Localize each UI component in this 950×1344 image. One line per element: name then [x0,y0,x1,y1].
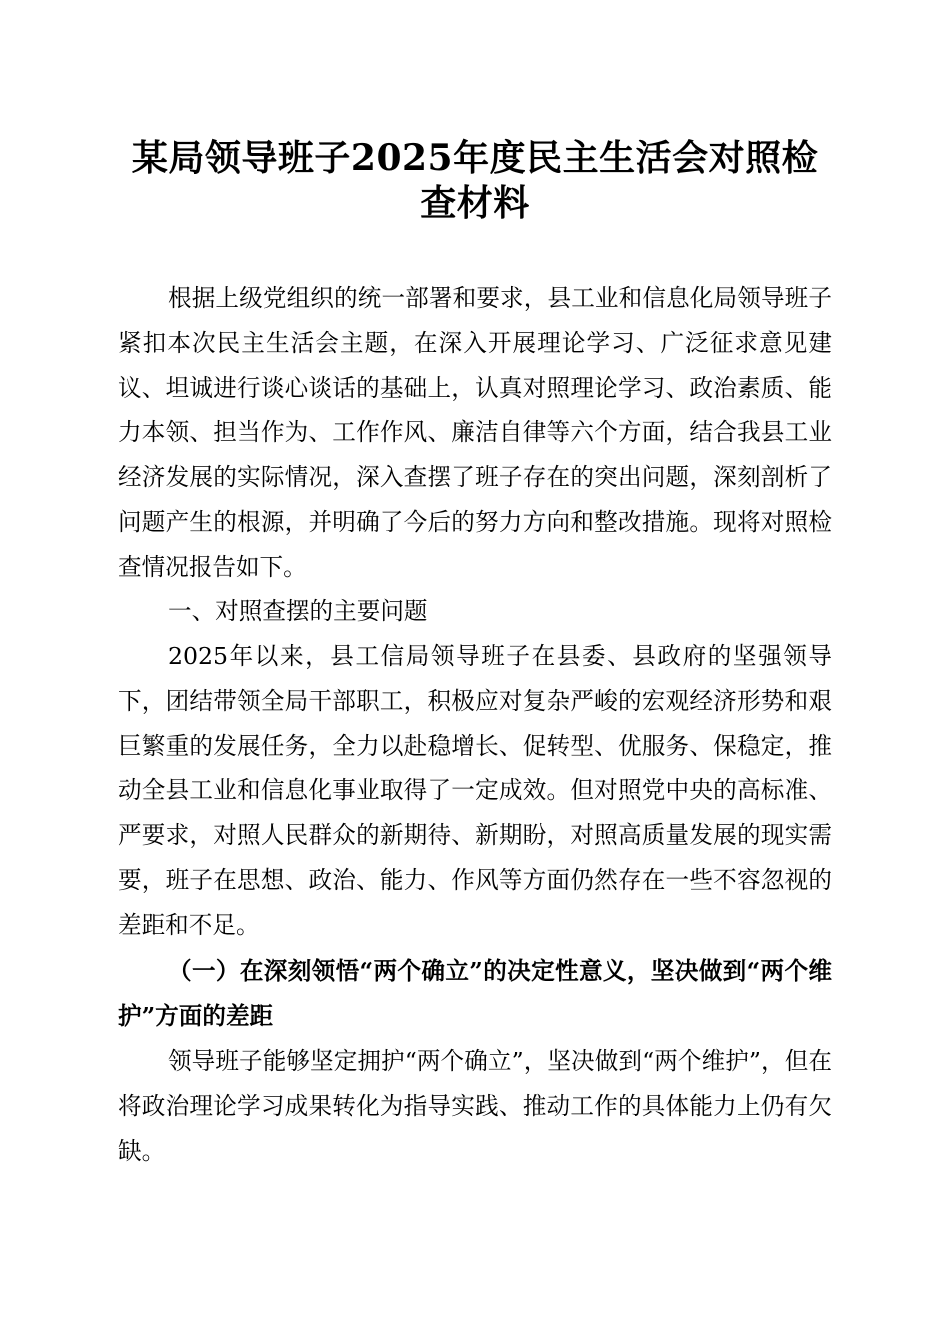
section-heading: 一、对照查摆的主要问题 [168,597,428,625]
intro-paragraph: 根据上级党组织的统一部署和要求，县工业和信息化局领导班子紧扣本次民主生活会主题，在深入开展理论学习、广泛征求意见建议、坦诚进行谈心谈话的基础上，认真对照理论学习、政治素质、能力本领、担当作为、工作作风、廉洁自律等六个方面，结合我县工业经济发展的实际情况，深入查摆了班子存在的突出问题，深刻剖析了问题产生的根源，并明确了今后的努力方向和整改措施。现将对照检查情况报告如下。 [118,284,832,581]
subsection-heading: （一）在深刻领悟“两个确立”的决定性意义，坚决做到“两个维护”方面的差距 [118,957,832,1030]
subsection-paragraph: 领导班子能够坚定拥护“两个确立”，坚决做到“两个维护”，但在将政治理论学习成果转化为指导实践、推动工作的具体能力上仍有欠缺。 [118,1047,832,1165]
section-paragraph: 2025年以来，县工信局领导班子在县委、县政府的坚强领导下，团结带领全局干部职工，积极应对复杂严峻的宏观经济形势和艰巨繁重的发展任务，全力以赴稳增长、促转型、优服务、保稳定，推动全县工业和信息化事业取得了一定成效。但对照党中央的高标准、严要求，对照人民群众的新期待、新期盼，对照高质量发展的现实需要，班子在思想、政治、能力、作风等方面仍然存在一些不容忽视的差距和不足。 [118,642,832,939]
document-title: 某局领导班子2025年度民主生活会对照检查材料 [131,137,819,224]
